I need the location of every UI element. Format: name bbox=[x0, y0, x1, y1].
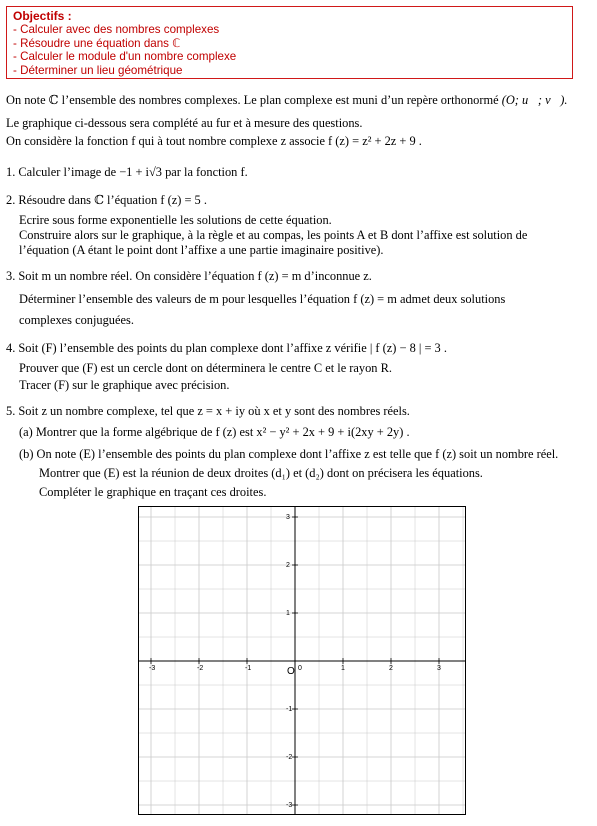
intro-text: On note ℂ l’ensemble des nombres complexes. Le plan complexe est muni d’un repère orthonormé bbox=[6, 93, 499, 107]
objectifs-box bbox=[6, 6, 573, 79]
intro-line-2: Le graphique ci-dessous sera complété au fur et à mesure des questions. bbox=[6, 116, 363, 130]
y-tick-label: 3 bbox=[286, 514, 290, 521]
question-5b-line-2: Montrer que (E) est la réunion de deux droites (d₁) et (d₂) dont on précisera les équations. bbox=[39, 466, 483, 480]
question-5a: (a) Montrer que la forme algébrique de f (z) est x² − y² + 2x + 9 + i(2xy + 2y) . bbox=[19, 425, 410, 439]
objectif-item: - Résoudre une équation dans ℂ bbox=[13, 36, 181, 50]
intro-line-1 bbox=[6, 92, 567, 108]
question-5b-line-3: Compléter le graphique en traçant ces droites. bbox=[39, 485, 267, 499]
question-3: 3. Soit m un nombre réel. On considère l’équation f (z) = m d’inconnue z. bbox=[6, 269, 372, 283]
question-1: 1. Calculer l’image de −1 + i√3 par la fonction f. bbox=[6, 165, 248, 179]
question-4-line-2: Tracer (F) sur le graphique avec précision. bbox=[19, 378, 230, 392]
x-tick-label: 1 bbox=[341, 665, 345, 672]
x-tick-label: 3 bbox=[437, 665, 441, 672]
y-tick-label: -3 bbox=[286, 802, 293, 809]
objectifs-title: Objectifs : bbox=[13, 9, 72, 23]
intro-line-3: On considère la fonction f qui à tout nombre complexe z associe f (z) = z² + 2z + 9 . bbox=[6, 134, 422, 148]
repere-notation: (O; u⃗; v⃗). bbox=[501, 93, 568, 107]
y-tick-label: 1 bbox=[286, 610, 290, 617]
y-tick-label: -2 bbox=[286, 754, 293, 761]
objectif-item: - Calculer le module d'un nombre complexe bbox=[13, 50, 237, 63]
y-tick-label: 2 bbox=[286, 562, 290, 569]
x-tick-label: -2 bbox=[197, 665, 204, 672]
objectif-item: - Déterminer un lieu géométrique bbox=[13, 63, 183, 77]
x-tick-label: -1 bbox=[245, 665, 252, 672]
question-4-line-1: Prouver que (F) est un cercle dont on déterminera le centre C et le rayon R. bbox=[19, 361, 392, 375]
question-2-line-3: l’équation (A étant le point dont l’affixe a une partie imaginaire positive). bbox=[19, 243, 384, 257]
objectif-item: - Calculer avec des nombres complexes bbox=[13, 23, 220, 36]
question-2: 2. Résoudre dans ℂ l’équation f (z) = 5 . bbox=[6, 193, 207, 207]
complex-plane-graph bbox=[138, 506, 466, 815]
question-3-line-2: complexes conjuguées. bbox=[19, 313, 134, 327]
question-4: 4. Soit (F) l’ensemble des points du plan complexe dont l’affixe z vérifie | f (z) − 8 | = 3 . bbox=[6, 341, 447, 355]
question-2-line-1: Ecrire sous forme exponentielle les solutions de cette équation. bbox=[19, 213, 332, 227]
x-tick-label: 0 bbox=[298, 665, 302, 672]
x-tick-label: 2 bbox=[389, 665, 393, 672]
x-tick-label: -3 bbox=[149, 665, 156, 672]
question-5: 5. Soit z un nombre complexe, tel que z = x + iy où x et y sont des nombres réels. bbox=[6, 404, 410, 418]
question-5b: (b) On note (E) l’ensemble des points du plan complexe dont l’affixe z est telle que f (z) soit un nombre réel. bbox=[19, 447, 559, 461]
graph-svg bbox=[139, 507, 465, 814]
question-3-line-1: Déterminer l’ensemble des valeurs de m pour lesquelles l’équation f (z) = m admet deux solutions bbox=[19, 292, 506, 306]
origin-label: O bbox=[287, 666, 295, 677]
question-2-line-2: Construire alors sur le graphique, à la règle et au compas, les points A et B dont l’affixe est solution de bbox=[19, 228, 528, 242]
y-tick-label: -1 bbox=[286, 706, 293, 713]
